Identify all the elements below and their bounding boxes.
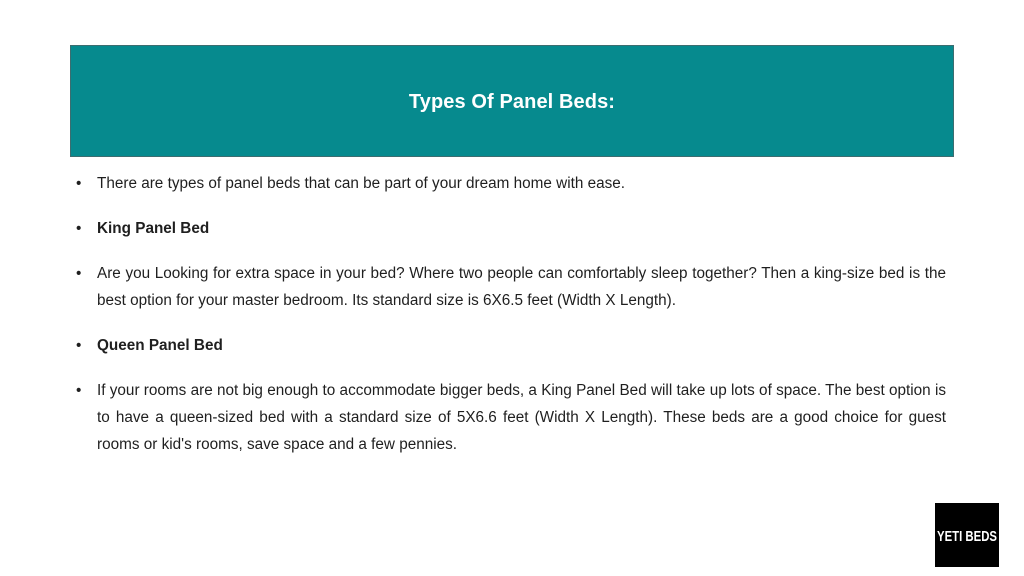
yeti-beds-logo (935, 503, 999, 567)
bullet-item-king-description (76, 260, 946, 314)
bullet-dot: • (76, 175, 82, 192)
slide-title: Types Of Panel Beds: (408, 91, 616, 113)
bullet-text: King Panel Bed (97, 220, 210, 237)
bullet-dot: • (76, 382, 82, 399)
bullet-text: If your rooms are not big enough to accommodate bigger beds, a King Panel Bed will take up lots of space. The best option is to have a queen-sized bed with a standard size of 5X6.6 feet (Width X Length). These beds are a good choice for guest rooms or kid's rooms, save space and a few pennies. (97, 382, 946, 453)
bullet-dot: • (76, 337, 82, 354)
title-banner (70, 45, 954, 157)
bullet-dot: • (76, 265, 82, 282)
bullet-item-queen-heading (76, 332, 946, 359)
bullet-dot: • (76, 220, 82, 237)
bullet-list (76, 170, 946, 476)
bullet-item-queen-description (76, 377, 946, 458)
logo-text: YETI BEDS (937, 529, 998, 545)
bullet-item-king-heading (76, 215, 946, 242)
bullet-text: Are you Looking for extra space in your bed? Where two people can comfortably sleep together? Then a king-size bed is the best option for your master bedroom. Its standard size is 6X6.5 feet (Width X Length). (97, 265, 946, 309)
bullet-text: Queen Panel Bed (97, 337, 223, 354)
bullet-text: There are types of panel beds that can be part of your dream home with ease. (97, 175, 626, 192)
bullet-item-intro (76, 170, 946, 197)
logo-mark (935, 503, 999, 567)
